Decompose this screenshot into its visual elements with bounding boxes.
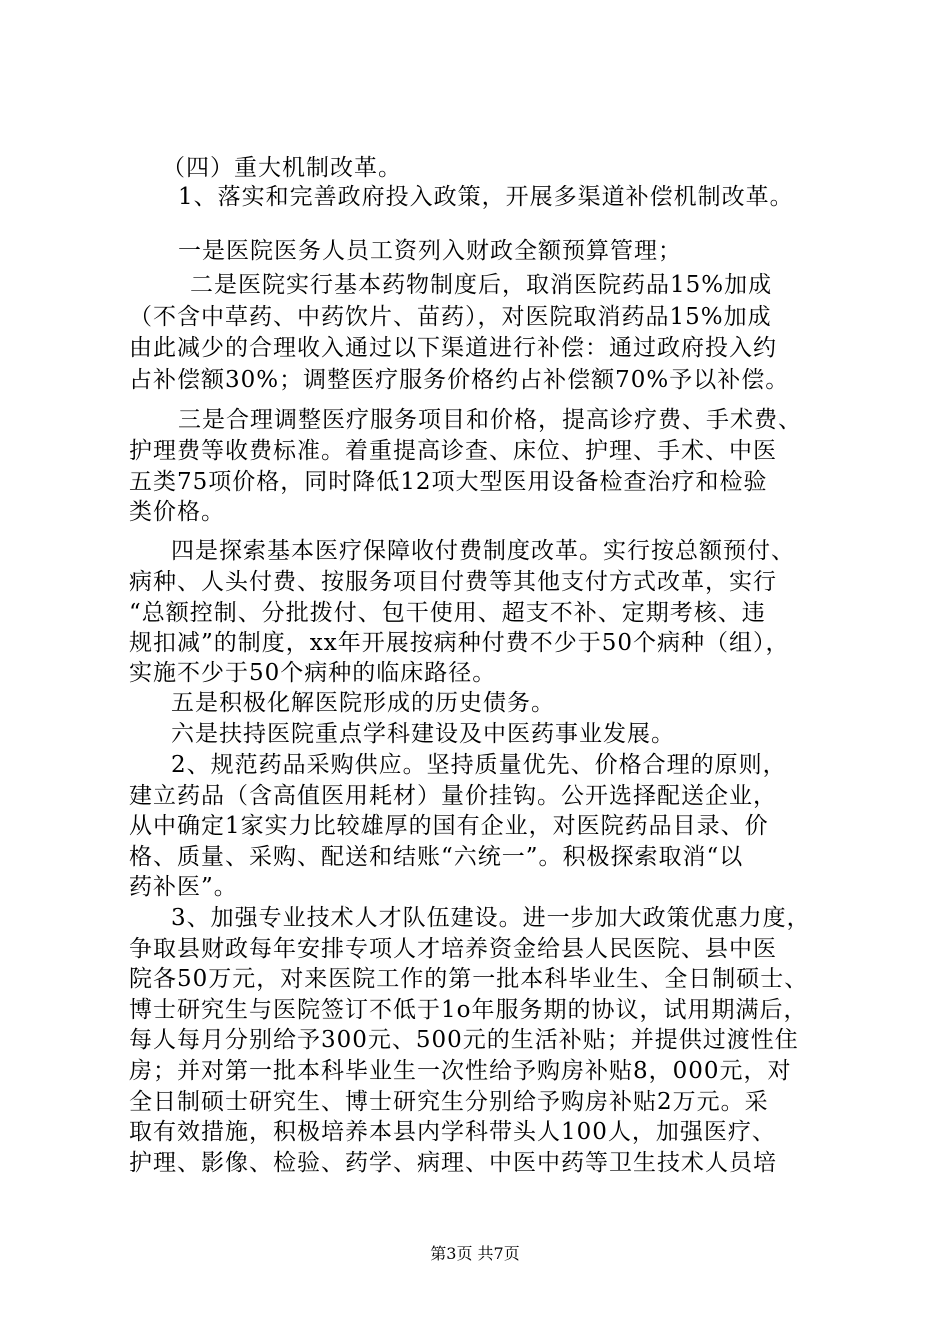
text-line: 房；并对第一批本科毕业生一次性给予购房补贴8，000元，对 [129, 1058, 792, 1084]
text-line: 占补偿额30%；调整医疗服务价格约占补偿额70%予以补偿。 [129, 367, 790, 393]
text-line: 全日制硕士研究生、博士研究生分别给予购房补贴2万元。采 [129, 1089, 769, 1115]
text-line: 由此减少的合理收入通过以下渠道进行补偿：通过政府投入约 [129, 335, 777, 361]
text-line: 1、落实和完善政府投入政策，开展多渠道补偿机制改革。 [178, 184, 794, 210]
text-line: 药补医”。 [129, 874, 238, 900]
text-line: 五是积极化解医院形成的历史债务。 [171, 690, 555, 716]
text-line: 争取县财政每年安排专项人才培养资金给县人民医院、县中医 [129, 936, 777, 962]
text-line: 四是探索基本医疗保障收付费制度改革。实行按总额预付、 [171, 538, 795, 564]
text-line: 实施不少于50个病种的临床路径。 [129, 660, 497, 686]
text-line: （四）重大机制改革。 [162, 155, 402, 181]
text-line: 建立药品（含高值医用耗材）量价挂钩。公开选择配送企业， [129, 783, 777, 809]
page-number-footer: 第3页 共7页 [430, 1244, 520, 1263]
text-line: 二是医院实行基本药物制度后，取消医院药品15%加成 [190, 272, 773, 298]
text-line: 护理、影像、检验、药学、病理、中医中药等卫生技术人员培 [129, 1150, 777, 1176]
text-line: 六是扶持医院重点学科建设及中医药事业发展。 [171, 721, 675, 747]
text-line: 规扣减”的制度，xx年开展按病种付费不少于50个病种（组）， [129, 630, 790, 656]
text-line: 从中确定1家实力比较雄厚的国有企业，对医院药品目录、价 [129, 813, 769, 839]
text-line: 五类75项价格，同时降低12项大型医用设备检查治疗和检验 [129, 469, 768, 495]
text-line: （不含中草药、中药饮片、苗药），对医院取消药品15%加成 [129, 304, 772, 330]
text-line: 类价格。 [129, 499, 225, 525]
text-line: 三是合理调整医疗服务项目和价格，提高诊疗费、手术费、 [178, 407, 802, 433]
text-line: 院各50万元，对来医院工作的第一批本科毕业生、全日制硕士、 [129, 966, 809, 992]
text-line: 3、加强专业技术人才队伍建设。进一步加大政策优惠力度， [171, 905, 811, 931]
text-line: 格、质量、采购、配送和结账“六统一”。积极探索取消“以 [129, 844, 744, 870]
text-line: 病种、人头付费、按服务项目付费等其他支付方式改革，实行 [129, 569, 777, 595]
text-line: 博士研究生与医院签订不低于1o年服务期的协议，试用期满后， [129, 997, 808, 1023]
text-line: 一是医院医务人员工资列入财政全额预算管理； [178, 238, 682, 264]
text-line: 每人每月分别给予300元、500元的生活补贴；并提供过渡性住 [129, 1027, 799, 1053]
text-line: 取有效措施，积极培养本县内学科带头人100人，加强医疗、 [129, 1119, 776, 1145]
text-line: “总额控制、分批拨付、包干使用、超支不补、定期考核、违 [129, 600, 766, 626]
text-line: 2、规范药品采购供应。坚持质量优先、价格合理的原则， [171, 752, 787, 778]
text-line: 护理费等收费标准。着重提高诊查、床位、护理、手术、中医 [129, 438, 777, 464]
